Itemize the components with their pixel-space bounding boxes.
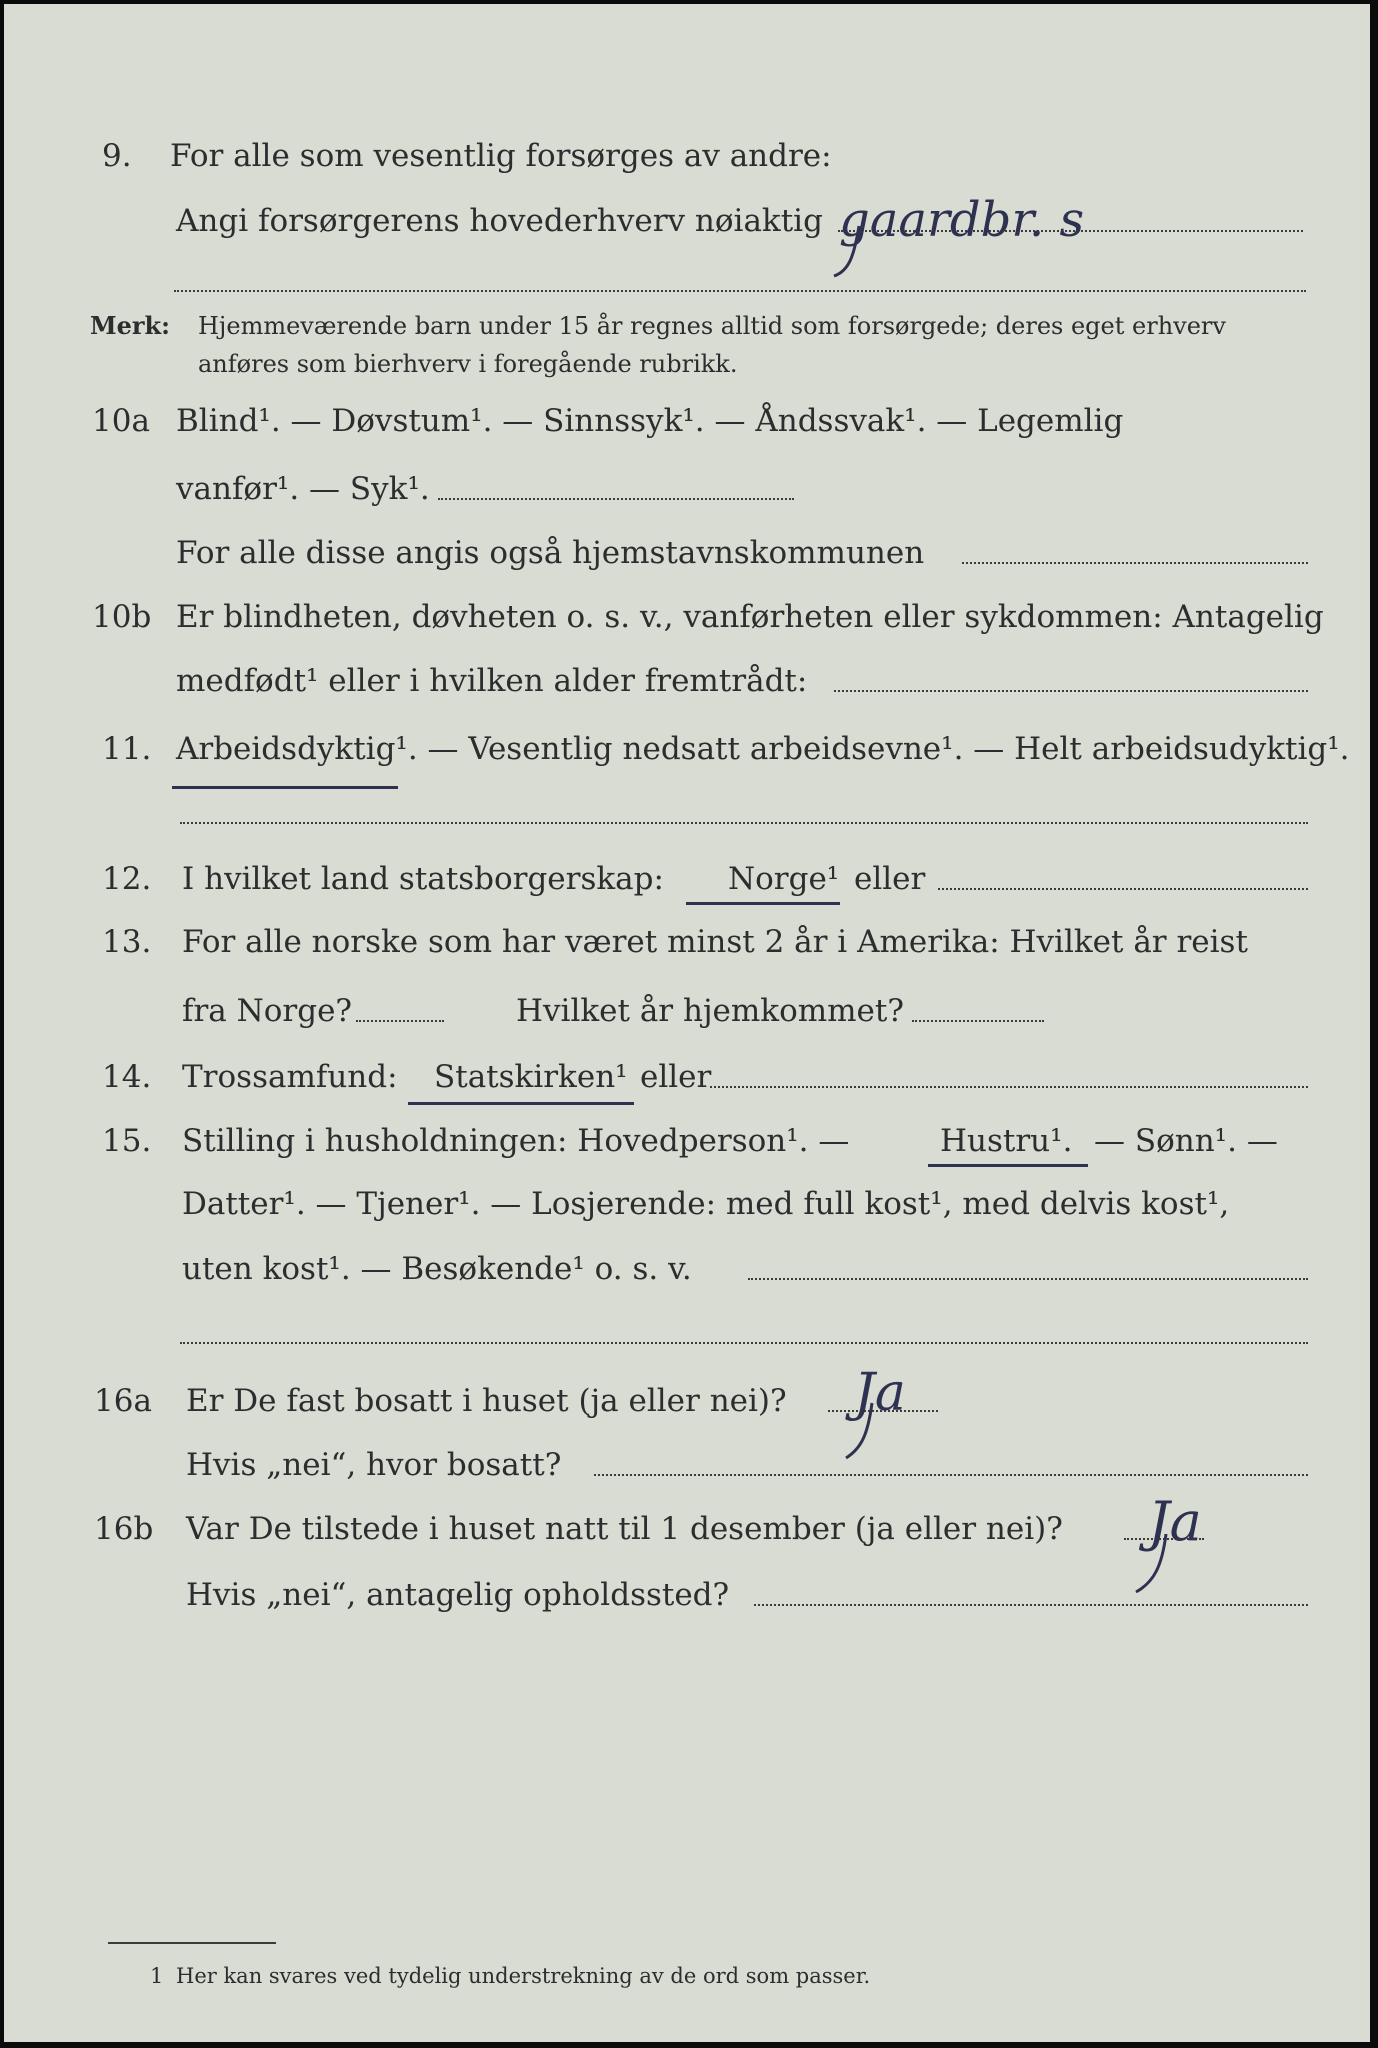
q12-answer-line <box>938 888 1308 890</box>
q11-extra-line <box>180 822 1308 824</box>
q16a-question: Er De fast bosatt i huset (ja eller nei)? <box>186 1383 787 1419</box>
q14-question: Trossamfund: <box>182 1059 398 1095</box>
q13-number: 13. <box>102 924 152 960</box>
q15-extra-line <box>180 1342 1308 1344</box>
q12-underline-norge <box>686 902 840 905</box>
q15-number: 15. <box>102 1123 152 1159</box>
q14-underline-statskirken <box>408 1102 634 1105</box>
q9-instruction: Angi forsørgerens hovederhverv nøiaktig <box>176 203 823 239</box>
q10b-question-line2: medfødt¹ eller i hvilken alder fremtrådt: <box>176 663 808 699</box>
q12-question: I hvilket land statsborgerskap: <box>182 861 664 897</box>
q16b-opholdssted-line <box>754 1604 1308 1606</box>
q10b-number: 10b <box>92 599 152 635</box>
q9-answer-text: gaardbr. s <box>839 192 1085 248</box>
q10a-hjemstavn-line <box>962 562 1308 564</box>
q15-underline-hustru <box>928 1164 1088 1167</box>
q11-options: Arbeidsdyktig¹. — Vesentlig nedsatt arbeidsevne¹. — Helt arbeidsudyktig¹. <box>176 731 1350 767</box>
footnote-mark: 1 <box>150 1964 164 1988</box>
q16b-number: 16b <box>94 1511 154 1547</box>
q16b-handwritten-answer <box>1124 1474 1284 1608</box>
q9-extra-line <box>174 290 1306 292</box>
census-form-page <box>4 4 1370 2042</box>
q15-options-part2: — Sønn¹. — <box>1094 1123 1278 1159</box>
q15-options-part1: Stilling i husholdningen: Hovedperson¹. — <box>182 1123 850 1159</box>
merk-text-line2: anføres som bierhverv i foregående rubrikk. <box>198 350 738 378</box>
q13-question-hjemkommet: Hvilket år hjemkommet? <box>516 993 904 1029</box>
q14-number: 14. <box>102 1059 152 1095</box>
footnote-text: Her kan svares ved tydelig understrekning av de ord som passer. <box>176 1964 871 1988</box>
q10a-syk-line <box>438 498 794 500</box>
q15-options-line2: Datter¹. — Tjener¹. — Losjerende: med full kost¹, med delvis kost¹, <box>182 1186 1230 1222</box>
q10a-hjemstavn-text: For alle disse angis også hjemstavnskommunen <box>176 535 925 571</box>
merk-label: Merk: <box>90 311 170 340</box>
q15-options-line3: uten kost¹. — Besøkende¹ o. s. v. <box>182 1251 692 1287</box>
q16a-number: 16a <box>94 1383 152 1419</box>
q12-option-norge: Norge¹ <box>728 861 840 897</box>
q9-handwritten-answer <box>829 176 1249 290</box>
q13-question-line1: For alle norske som har været minst 2 år i Amerika: Hvilket år reist <box>182 924 1248 960</box>
q10a-options-line1: Blind¹. — Døvstum¹. — Sinnssyk¹. — Åndssvak¹. — Legemlig <box>176 403 1124 439</box>
q16b-hvis-nei: Hvis „nei“, antagelig opholdssted? <box>186 1577 730 1613</box>
merk-text-line1: Hjemmeværende barn under 15 år regnes alltid som forsørgede; deres eget erhverv <box>198 312 1226 340</box>
q10a-options-line2: vanfør¹. — Syk¹. <box>176 471 430 507</box>
q14-option-statskirken: Statskirken¹ <box>434 1059 628 1095</box>
q10b-question-line1: Er blindheten, døvheten o. s. v., vanførheten eller sykdommen: Antagelig <box>176 599 1324 635</box>
q13-reist-line <box>356 1020 444 1022</box>
q16b-question: Var De tilstede i huset natt til 1 desember (ja eller nei)? <box>186 1511 1063 1547</box>
q11-number: 11. <box>102 731 152 767</box>
q15-option-hustru: Hustru¹. <box>940 1123 1073 1159</box>
q11-underline-arbeidsdyktig <box>172 786 398 789</box>
q12-eller: eller <box>854 861 926 897</box>
q10a-number: 10a <box>92 403 150 439</box>
q16a-handwritten-answer <box>834 1348 984 1472</box>
q13-question-reist: fra Norge? <box>182 993 353 1029</box>
footnote-rule <box>108 1942 276 1944</box>
q15-answer-line <box>748 1278 1308 1280</box>
q16b-answer-text: Ja <box>1148 1490 1202 1553</box>
q9-question: For alle som vesentlig forsørges av andre: <box>170 138 832 174</box>
q14-eller: eller <box>640 1059 712 1095</box>
q10b-answer-line <box>834 690 1308 692</box>
q12-number: 12. <box>102 861 152 897</box>
q13-hjemkommet-line <box>912 1020 1044 1022</box>
q16a-answer-text: Ja <box>854 1363 906 1423</box>
q9-number: 9. <box>102 138 132 174</box>
q14-answer-line <box>710 1086 1308 1088</box>
q16a-hvis-nei: Hvis „nei“, hvor bosatt? <box>186 1447 562 1483</box>
